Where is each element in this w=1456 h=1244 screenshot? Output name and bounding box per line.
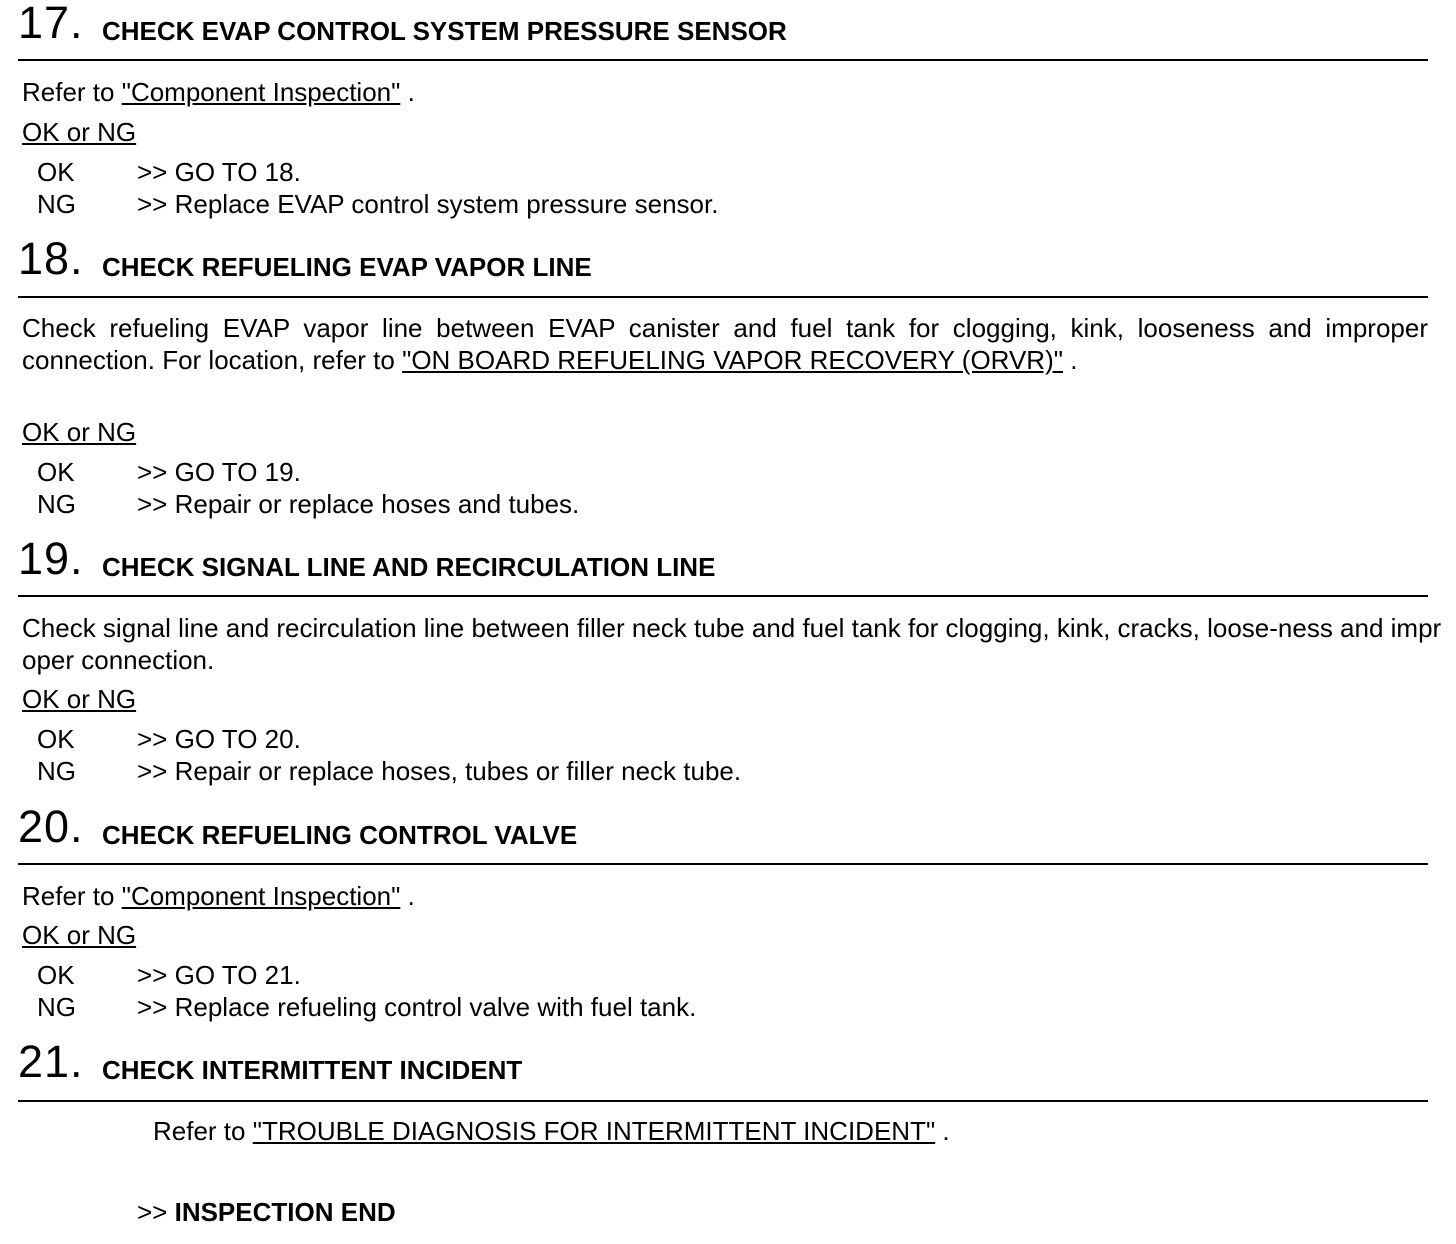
step-number: 21. [18,1036,84,1087]
step-header [18,1036,1428,1087]
step-17 [18,0,1428,219]
step-header [18,233,1428,284]
intermittent-incident-link[interactable]: "TROUBLE DIAGNOSIS FOR INTERMITTENT INCIDENT" [252,1116,936,1146]
step-number: 18. [18,233,84,284]
step-instruction: Check refueling EVAP vapor line between EVAP canister and fuel tank for clogging, kink, looseness and improper connection. For location, refer to "ON BOARD REFUELING VAPOR RECOVERY (ORVR)" . [22,313,1428,375]
ng-label: NG [37,489,76,519]
section-divider [18,59,1428,61]
step-title: CHECK INTERMITTENT INCIDENT [102,1055,523,1085]
step-19 [18,533,1442,786]
step-header [18,801,1428,852]
ok-action: >> GO TO 19. [137,457,301,487]
component-inspection-link[interactable]: "Component Inspection" [121,77,401,107]
step-21 [18,1036,1428,1227]
section-divider [18,296,1428,298]
ok-label: OK [37,960,75,990]
step-instruction: Check signal line and recirculation line between filler neck tube and fuel tank for clogging, kink, cracks, loose-ness and improper connection. [22,613,1442,675]
orvr-link[interactable]: "ON BOARD REFUELING VAPOR RECOVERY (ORVR)" [402,345,1063,375]
step-title: CHECK REFUELING EVAP VAPOR LINE [102,252,592,282]
judgement-label: OK or NG [22,117,137,147]
ok-action: >> GO TO 21. [137,960,301,990]
step-title: CHECK EVAP CONTROL SYSTEM PRESSURE SENSOR [102,16,787,46]
step-instruction: Refer to "Component Inspection" . [22,881,415,911]
inspection-end: >> INSPECTION END [137,1197,396,1227]
ng-label: NG [37,992,76,1022]
step-20 [18,801,1428,1022]
ok-action: >> GO TO 18. [137,157,301,187]
judgement-label: OK or NG [22,417,137,447]
ok-label: OK [37,157,75,187]
judgement-label: OK or NG [22,920,137,950]
step-header [18,533,1428,584]
section-divider [18,595,1428,597]
ng-action: >> Replace refueling control valve with fuel tank. [137,992,697,1022]
ng-action: >> Repair or replace hoses and tubes. [137,489,580,519]
step-title: CHECK REFUELING CONTROL VALVE [102,820,578,850]
section-divider [18,863,1428,865]
inspection-end-label: INSPECTION END [174,1197,396,1227]
component-inspection-link[interactable]: "Component Inspection" [121,881,401,911]
step-18 [18,233,1428,519]
ng-action: >> Replace EVAP control system pressure sensor. [137,189,719,219]
step-number: 19. [18,533,84,584]
step-number: 20. [18,801,84,852]
ng-label: NG [37,189,76,219]
step-instruction: Refer to "Component Inspection" . [22,77,415,107]
ok-action: >> GO TO 20. [137,724,301,754]
step-instruction: Refer to "TROUBLE DIAGNOSIS FOR INTERMITTENT INCIDENT" . [153,1116,950,1146]
judgement-label: OK or NG [22,684,137,714]
ng-label: NG [37,756,76,786]
step-header [18,0,1428,46]
section-divider [18,1100,1428,1102]
ok-label: OK [37,457,75,487]
ng-action: >> Repair or replace hoses, tubes or filler neck tube. [137,756,742,786]
step-title: CHECK SIGNAL LINE AND RECIRCULATION LINE [102,552,716,582]
ok-label: OK [37,724,75,754]
step-number: 17. [18,0,84,48]
